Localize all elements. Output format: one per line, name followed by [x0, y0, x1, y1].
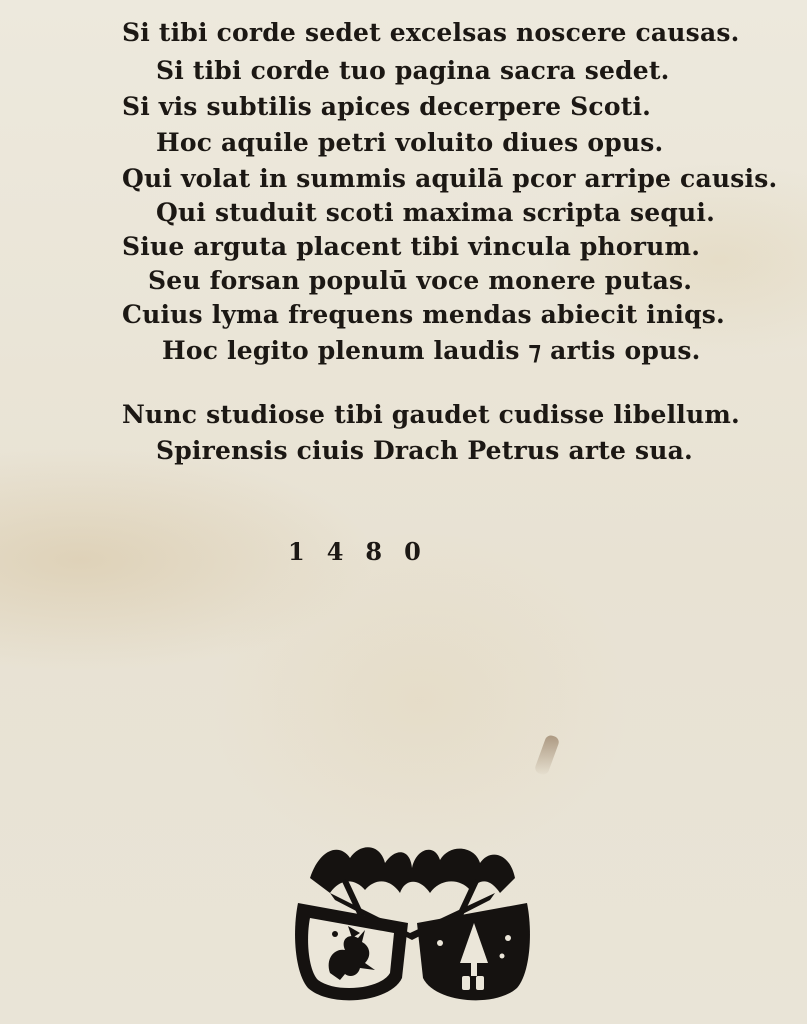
verse-line: Hoc legito plenum laudis ⁊ artis opus.	[162, 336, 701, 365]
ink-stain	[534, 734, 561, 776]
verse-line: Cuius lyma frequens mendas abiecit iniqs.	[122, 300, 725, 329]
verse-line: Siue arguta placent tibi vincula phorum.	[122, 232, 701, 261]
verse-line: Qui studuit scoti maxima scripta sequi.	[156, 198, 716, 227]
imprint-date: 1480	[288, 537, 443, 566]
verse-line: Si vis subtilis apices decerpere Scoti.	[122, 92, 652, 121]
colophon-line: Spirensis ciuis Drach Petrus arte sua.	[156, 436, 693, 465]
verse-line: Seu forsan populū voce monere putas.	[148, 266, 693, 295]
verse-line: Si tibi corde tuo pagina sacra sedet.	[156, 56, 670, 85]
verse-line: Qui volat in summis aquilā pcor arripe causis.	[122, 164, 778, 193]
printers-device-icon	[290, 838, 535, 1008]
verse-line: Si tibi corde sedet excelsas noscere causas.	[122, 18, 740, 47]
colophon-line: Nunc studiose tibi gaudet cudisse libellum.	[122, 400, 740, 429]
verse-line: Hoc aquile petri voluito diues opus.	[156, 128, 664, 157]
